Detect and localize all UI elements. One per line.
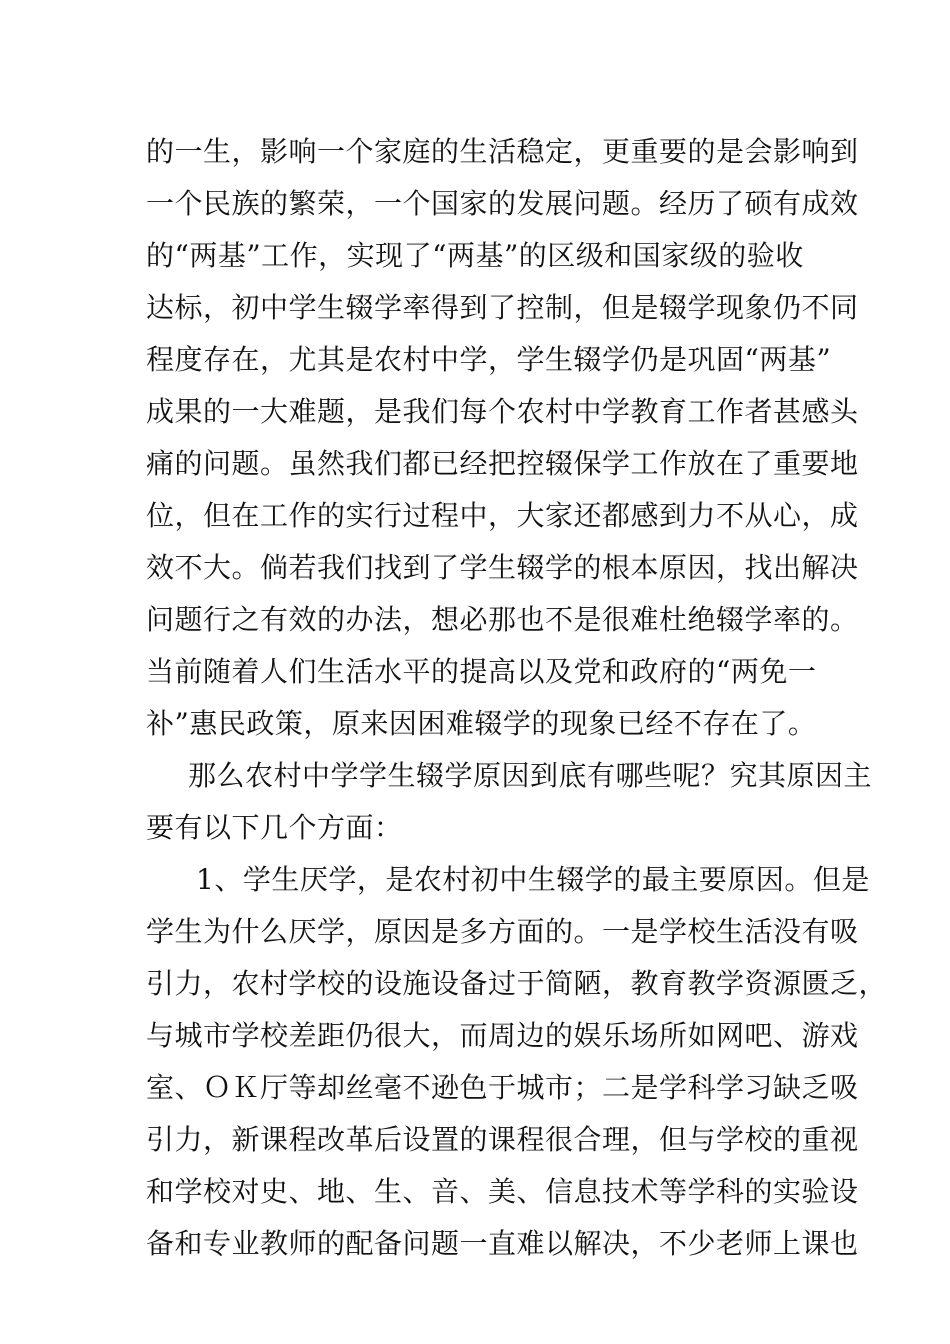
- text-line: 室、ＯＫ厅等却丝毫不逊色于城市；二是学科学习缺乏吸: [146, 1071, 859, 1104]
- text-line: 那么农村中学学生辍学原因到底有哪些呢？究其原因主: [188, 759, 873, 792]
- text-line: 程度存在，尤其是农村中学，学生辍学仍是巩固“两基”: [146, 343, 832, 376]
- text-line: 1、学生厌学，是农村初中生辍学的最主要原因。但是: [196, 863, 870, 896]
- text-line: 和学校对史、地、生、音、美、信息技术等学科的实验设: [146, 1175, 859, 1208]
- text-line: 学生为什么厌学，原因是多方面的。一是学校生活没有吸: [146, 915, 859, 948]
- text-line: 当前随着人们生活水平的提高以及党和政府的“两免一: [146, 655, 817, 688]
- text-line: 要有以下几个方面：: [146, 811, 403, 844]
- text-line: 达标，初中学生辍学率得到了控制，但是辍学现象仍不同: [146, 291, 859, 324]
- body-text: [146, 126, 888, 1270]
- text-line: 引力，新课程改革后设置的课程很合理，但与学校的重视: [146, 1123, 859, 1156]
- text-line: 的“两基”工作，实现了“两基”的区级和国家级的验收: [146, 239, 804, 272]
- text-line: 引力，农村学校的设施设备过于简陋，教育教学资源匮乏，: [146, 967, 888, 1000]
- text-line: 效不大。倘若我们找到了学生辍学的根本原因，找出解决: [146, 551, 859, 584]
- text-line: 一个民族的繁荣，一个国家的发展问题。经历了硕有成效: [146, 187, 859, 220]
- text-line: 的一生，影响一个家庭的生活稳定，更重要的是会影响到: [146, 135, 859, 168]
- text-line: 问题行之有效的办法，想必那也不是很难杜绝辍学率的。: [146, 603, 859, 636]
- text-line: 位，但在工作的实行过程中，大家还都感到力不从心，成: [146, 499, 859, 532]
- text-line: 成果的一大难题，是我们每个农村中学教育工作者甚感头: [146, 395, 859, 428]
- text-line: 备和专业教师的配备问题一直难以解决，不少老师上课也: [146, 1227, 859, 1260]
- text-line: 补”惠民政策，原来因困难辍学的现象已经不存在了。: [146, 707, 817, 740]
- text-line: 痛的问题。虽然我们都已经把控辍保学工作放在了重要地: [146, 447, 859, 480]
- text-line: 与城市学校差距仍很大，而周边的娱乐场所如网吧、游戏: [146, 1019, 859, 1052]
